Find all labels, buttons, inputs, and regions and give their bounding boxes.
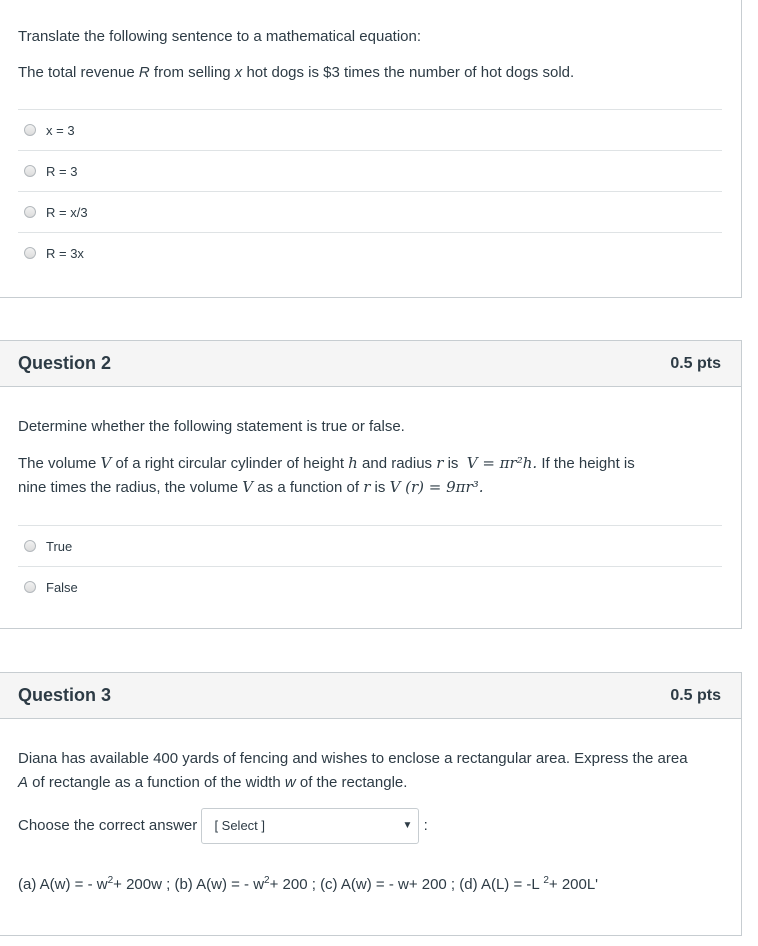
q3-options-text: (a) A(w) = - $w^2+ 200w$ ; (b) A(w) = - $w^2+ 200$ ; (c) A(w) = - w+ 200 ; (d) A(L) = -L $^2$+ 200L' <box>18 875 599 893</box>
choose-label: Choose the correct answer <box>18 817 198 834</box>
q2-prompt: Determine whether the following statement is true or false. <box>18 418 405 435</box>
radio-button[interactable] <box>24 206 36 218</box>
question-header <box>0 673 741 719</box>
question-3-card <box>0 672 742 936</box>
question-title: Question 3 <box>18 685 112 705</box>
radio-button[interactable] <box>24 165 36 177</box>
answer-option[interactable]: R = 3 <box>18 150 722 191</box>
answer-option[interactable]: x = 3 <box>18 109 722 150</box>
question-points: 0.5 pts <box>670 354 721 372</box>
function-formula: V (r) = 9πr³. <box>389 478 484 496</box>
question-title: Question 2 <box>18 353 112 373</box>
q1-answers <box>18 109 722 273</box>
question-2-card <box>0 340 742 629</box>
caret-down-icon: ▼ <box>402 820 413 832</box>
answer-option[interactable]: False <box>18 566 722 607</box>
var-x: x <box>234 64 243 81</box>
choose-answer-row: Choose the correct answer [ Select ] ▼ : <box>18 807 428 845</box>
q2-statement-line-1: The volume V of a right circular cylinder of height h and radius r is V = πr²h. If the height is <box>18 454 635 472</box>
var-r: R <box>138 64 150 81</box>
q3-prompt-line-1: Diana has available 400 yards of fencing and wishes to enclose a rectangular area. Express the area <box>18 750 688 767</box>
radio-button[interactable] <box>24 581 36 593</box>
answer-option[interactable]: R = x/3 <box>18 191 722 232</box>
question-1-card <box>0 0 742 298</box>
q1-prompt: Translate the following sentence to a mathematical equation: <box>18 28 422 45</box>
q1-sentence: The total revenue R from selling x hot dogs is $3 times the number of hot dogs sold. <box>18 64 575 81</box>
question-points: 0.5 pts <box>670 686 721 704</box>
answer-option[interactable]: True <box>18 525 722 566</box>
radio-button[interactable] <box>24 540 36 552</box>
q2-answers <box>18 525 722 607</box>
answer-select-dropdown[interactable] <box>201 808 419 844</box>
volume-formula: V = πr²h. <box>466 454 538 472</box>
radio-button[interactable] <box>24 247 36 259</box>
radio-button[interactable] <box>24 124 36 136</box>
answer-option[interactable]: R = 3x <box>18 232 722 273</box>
q3-prompt-line-2: A of rectangle as a function of the width w of the rectangle. <box>18 774 408 791</box>
select-value: [ Select ] <box>214 818 266 834</box>
question-header <box>0 341 741 387</box>
q2-statement-line-2: nine times the radius, the volume V as a function of r is V (r) = 9πr³. <box>18 478 484 496</box>
